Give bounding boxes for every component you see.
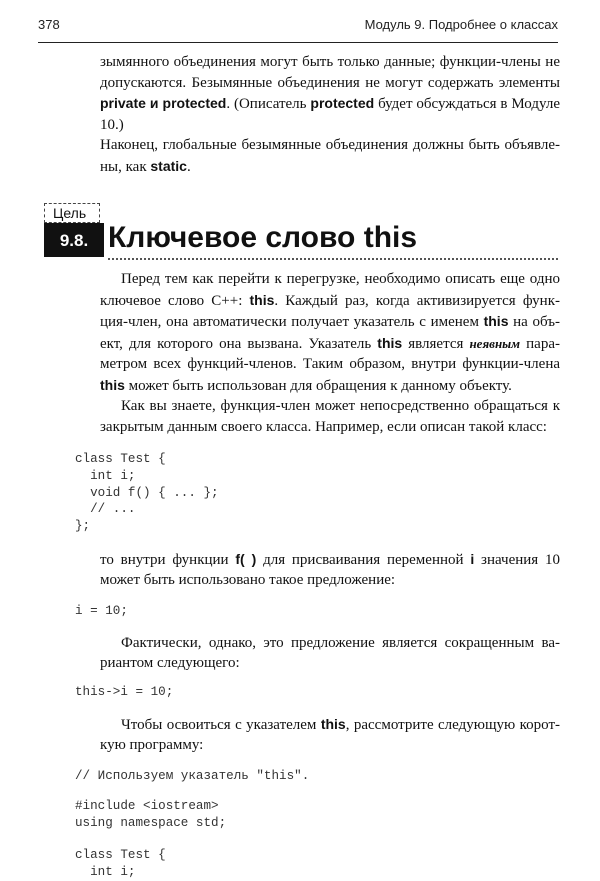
text-segment: то внутри функции [100,551,236,568]
code-includes: #include <iostream> using namespace std; [75,799,227,831]
text-line [100,156,560,178]
text-segment: будет обсуждаться в Модуле 10.) [100,96,560,133]
text-line [100,396,560,417]
text-segment: Чтобы освоиться с указателем [121,716,321,733]
text-segment: на объ- [508,314,560,330]
page-number: 378 [38,17,60,32]
intro-paragraph [100,52,560,177]
text-segment: кую программу: [100,737,204,754]
paragraph-this-intro [100,269,560,396]
text-segment: допускаются. Безымянные объединения не могут содержать элементы [100,74,560,91]
text-segment: . [186,158,191,175]
section-heading [44,203,558,261]
text-line [100,73,560,94]
code-assign: i = 10; [75,603,128,618]
section-title: Ключевое слово this [108,221,418,254]
text-segment: может быть использован для обращения к данному объекту. [124,377,512,394]
text-line [100,570,560,591]
text-segment: Наконец, глобальные безымянные объединения должны быть объявле- [100,137,560,153]
text-line [100,653,560,674]
text-line [100,354,560,375]
text-line [100,417,560,438]
text-segment: значения 10 [474,551,560,568]
paragraph-shorthand [100,633,560,674]
text-segment: Перед тем как перейти к перегрузке, необходимо описать еще одно [121,271,560,287]
text-segment: является [402,335,470,352]
code-class-start: class Test { int i; [75,847,166,879]
text-segment: ция-член, она автоматически получает указатель с именем [100,314,484,330]
code-class-test: class Test { int i; void f() { ... }; // ... }; [75,452,219,534]
text-segment: может быть использовано такое предложение: [100,572,396,589]
text-segment: Как вы знаете, функция-член может непосредственно обращаться к [121,398,560,414]
text-segment: Фактически, однако, это предложение является сокращенным ва- [121,634,560,651]
text-segment: ны, как [100,158,151,175]
text-segment: для присваивания переменной [256,551,471,568]
bold-term: this [249,291,275,308]
running-header-bar [38,0,558,43]
text-segment: зымянного объединения могут быть только данные; функции-члены не [100,54,560,70]
text-line [100,290,560,312]
bold-term: this [377,334,403,351]
text-line [100,269,560,290]
page-body [0,52,600,881]
text-line [100,93,560,135]
code-comment: // Используем указатель "this". [75,768,310,783]
text-line [100,135,560,156]
text-segment: . Каждый раз, когда активизируется функ- [274,292,560,309]
bold-term: private и protected [100,95,227,111]
bold-term: f( ) [235,550,257,567]
italic-term: неявным [469,335,521,351]
bold-term: this [483,313,509,329]
text-line [100,375,560,397]
text-line [100,735,560,756]
paragraph-program-intro [100,714,560,756]
text-segment: пара- [520,335,560,352]
text-segment: риантом следующего: [100,655,240,672]
text-line [100,333,560,355]
bold-term: i [470,550,475,567]
bold-term: protected [310,95,375,111]
text-line [100,52,560,73]
running-header: Модуль 9. Подробнее о классах [364,17,558,32]
text-line [100,549,560,571]
text-segment: ключевое слово С++: [100,292,250,309]
text-segment: ект, для которого она вызвана. Указатель [100,335,378,352]
text-segment: метром всех функций-членов. Таким образом, внутри функции-члена [100,356,560,372]
goal-label: Цель [44,203,100,223]
bold-term: static [150,157,187,174]
paragraph-private-access [100,396,560,437]
text-line [100,633,560,654]
paragraph-assignment [100,549,560,591]
bold-term: this [100,376,125,393]
text-segment: закрытым данным своего класса. Например, если описан такой класс: [100,418,547,435]
code-this-assign: this->i = 10; [75,684,174,699]
text-line [100,311,560,333]
text-segment: , рассмотрите следующую корот- [345,716,560,733]
title-underline [108,258,558,260]
section-number: 9.8. [44,223,104,257]
bold-term: this [320,715,346,732]
text-line [100,714,560,736]
text-segment: . (Описатель [226,96,311,112]
